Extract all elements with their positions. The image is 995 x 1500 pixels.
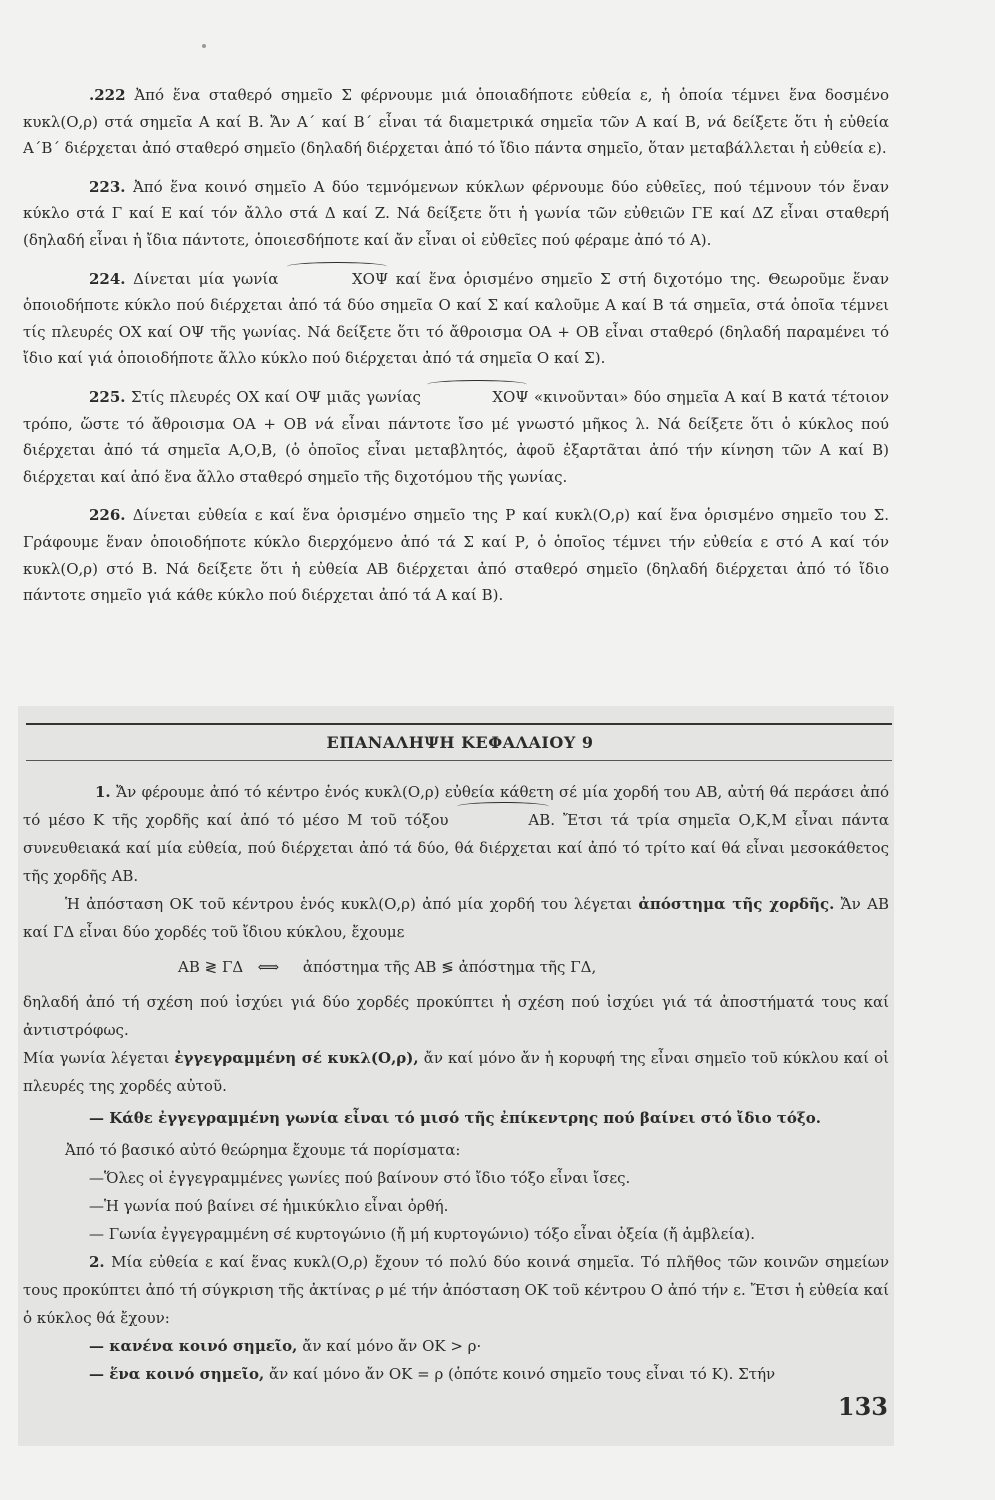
exercise-number: 224. [89,269,126,288]
formula-term: ΓΔ [222,958,244,976]
case-text: ἄν καί μόνο ἄν ΟΚ = ρ (ὁπότε κοινό σημεῖο τους εἶναι τό Κ). Στήν [268,1365,776,1383]
arc-symbol: ΑΒ [456,806,550,834]
formula-relation: ≷ [204,958,218,976]
recap-text: Ἄν φέρουμε ἀπό τό κέντρο ἑνός κυκλ(Ο,ρ) εὐθεία κάθετη σέ μία χορδή του ΑΒ, αὐτή θά περάσει ἀπό τό μέσο Κ τῆς χορδῆς καί ἀπό τό μέσο Μ τοῦ τόξου [23,783,889,829]
recap-block [23,778,889,1388]
exercise-text: Δίνεται εὐθεία ε καί ἕνα ὁρισμένο σημεῖο της Ρ καί κυκλ(Ο,ρ) καί ἕνα ὁρισμένο σημεῖο του Σ. Γράφουμε ἕναν ὁποιοδήποτε κύκλο διερχόμενο ἀπό τά Σ καί Ρ, ὁ ὁποῖος τέμνει τήν εὐθεία ε στό Α καί τόν κυκλ(Ο,ρ) στό Β. Νά δείξετε ὅτι ἡ εὐθεία ΑΒ διέρχεται ἀπό σταθερό σημεῖο (δηλαδή διέρχεται ἀπό τό ἴδιο πάντοτε σημεῖο γιά κάθε κύκλο πού διέρχεται ἀπό τά Α καί Β). [23,506,889,605]
top-rule [26,723,892,725]
recap-text: Ἄν ΑΒ καί ΓΔ εἶναι δύο χορδές τοῦ ἴδιου κύκλου, ἔχουμε [23,895,889,941]
recap-text: . Ἔτσι τά τρία σημεῖα Ο,Κ,Μ εἶναι πάντα συνευθειακά καί μία εὐθεία, πού διέρχεται ἀπό τά δύο, θά διέρχεται καί ἀπό τό τρίτο καί θά εἶναι μεσοκάθετος τῆς χορδῆς ΑΒ. [23,811,889,885]
recap-paragraph-5 [23,1248,889,1332]
title-rule [26,760,892,761]
theorem: — Κάθε ἐγγεγραμμένη γωνία εἶναι τό μισό τῆς ἐπίκεντρης πού βαίνει στό ἴδιο τόξο. [89,1109,822,1127]
definition-term: ἀπόστημα τῆς χορδῆς. [638,895,835,913]
exercise-text: «κινοῦνται» δύο σημεῖα Α καί Β κατά τέτοιον τρόπο, ὥστε τό ἄθροισμα ΟΑ + ΟΒ νά εἶναι πάντοτε ἴσο μέ γνωστό μῆκος λ. Νά δείξετε ὅτι ὁ κύκλος πού διέρχεται ἀπό τά σημεῖα Α,Ο,Β, (ὁ ὁποῖος εἶναι μεταβλητός, ἀφοῦ ἐξαρτᾶται ἀπό τήν κίνηση τῶν Α καί Β) διέρχεται καί ἀπό ἕνα ἄλλο σταθερό σημεῖο τῆς διχοτόμου τῆς γωνίας. [23,387,889,486]
recap-number: 2. [89,1253,105,1271]
page-number: 133 [837,1392,888,1421]
recap-paragraph-2 [23,890,889,946]
exercise-225 [23,384,889,490]
equivalence-arrow: ⟺ [257,958,280,976]
recap-text: Ἡ ἀπόσταση ΟΚ τοῦ κέντρου ἑνός κυκλ(Ο,ρ) ἀπό μία χορδή του λέγεται [65,895,633,913]
exercise-222 [23,82,889,162]
case-text: ἄν καί μόνο ἄν ΟΚ > ρ· [302,1337,482,1355]
chord-formula [23,952,889,982]
recap-paragraph-3: δηλαδή ἀπό τή σχέση πού ἰσχύει γιά δύο χορδές προκύπτει ἡ σχέση πού ἰσχύει γιά τά ἀποστήματά τους καί ἀντιστρόφως. [23,993,889,1039]
section-title: ΕΠΑΝΑΛΗΨΗ ΚΕΦΑΛΑΙΟΥ 9 [326,733,594,752]
exercise-226 [23,502,889,608]
exercise-text: καί ἕνα ὁρισμένο σημεῖο Σ στή διχοτόμο της. Θεωροῦμε ἕναν ὁποιοδήποτε κύκλο πού διέρχεται ἀπό τά δύο σημεῖα Ο καί Σ καί καλοῦμε Α καί Β τά σημεῖα, στά ὁποῖα τέμνει τίς πλευρές ΟΧ καί ΟΨ τῆς γωνίας. Νά δείξετε ὅτι τό ἄθροισμα ΟΑ + ΟΒ εἶναι σταθερό (δηλαδή παραμένει τό ἴδιο καί γιά ὁποιοδήποτε ἄλλο κύκλο πού διέρχεται ἀπό τά σημεῖα Ο καί Σ). [23,269,889,368]
corollary-1: —Ὅλες οἱ ἐγγεγραμμένες γωνίες πού βαίνουν στό ἴδιο τόξο εἶναι ἴσες. [89,1169,631,1187]
recap-paragraph-4 [23,1044,889,1100]
recap-text: ἄν καί μόνο ἄν ἡ κορυφή της εἶναι σημεῖο τοῦ κύκλου καί οἱ πλευρές της χορδές αὐτοῦ. [23,1049,889,1095]
definition-term: ἐγγεγραμμένη σέ κυκλ(Ο,ρ), [174,1049,419,1067]
exercise-text: Ἀπό ἕνα κοινό σημεῖο Α δύο τεμνόμενων κύκλων φέρνουμε δύο εὐθεῖες, πού τέμνουν τόν ἕναν κύκλο στά Γ καί Ε καί τόν ἄλλο στά Δ καί Ζ. Νά δείξετε ὅτι ἡ γωνία τῶν εὐθειῶν ΓΕ καί ΔΖ εἶναι σταθερή (δηλαδή εἶναι ἡ ἴδια πάντοτε, ὁποιεσδήποτε καί ἄν εἶναι οἱ εὐθεῖες πού φέραμε ἀπό τό Α). [23,177,889,249]
exercise-number: 225. [89,387,126,406]
angle-symbol: ΧΟΨ [286,266,388,293]
exercise-number: .222 [89,86,126,104]
exercise-text: Ἀπό ἕνα σταθερό σημεῖο Σ φέρνουμε μιά ὁποιαδήποτε εὐθεία ε, ἡ ὁποία τέμνει ἕνα δοσμένο κυκλ(Ο,ρ) στά σημεῖα Α καί Β. Ἄν Α΄ καί Β΄ εἶναι τά διαμετρικά σημεῖα τῶν Α καί Β, νά δείξετε ὅτι ἡ εὐθεία Α΄Β΄ διέρχεται ἀπό σταθερό σημεῖο (δηλαδή διέρχεται ἀπό τό ἴδιο πάντα σημεῖο, ὅταν μεταβάλλεται ἡ εὐθεία ε). [23,86,889,158]
formula-term: ἀπόστημα τῆς ΓΔ, [458,958,597,976]
recap-text: Μία γωνία λέγεται [23,1049,170,1067]
formula-relation: ≶ [441,958,454,976]
corollary-3: — Γωνία ἐγγεγραμμένη σέ κυρτογώνιο (ἤ μή κυρτογώνιο) τόξο εἶναι ὀξεία (ἤ ἀμβλεία). [89,1225,755,1243]
exercises-block [23,82,889,609]
recap-text: Μία εὐθεία ε καί ἕνας κυκλ(Ο,ρ) ἔχουν τό πολύ δύο κοινά σημεῖα. Τό πλῆθος τῶν κοινῶν σημείων τους προκύπτει ἀπό τή σύγκριση τῆς ἀκτίνας ρ μέ τήν ἀπόσταση ΟΚ τοῦ κέντρου Ο ἀπό τήν ε. Ἔτσι ἡ εὐθεία καί ὁ κύκλος θά ἔχουν: [23,1253,889,1327]
exercise-224 [23,266,889,372]
case-no-common-point [23,1332,889,1360]
exercise-text: Δίνεται μία γωνία [133,269,279,288]
case-label: — ἕνα κοινό σημεῖο, [89,1365,265,1383]
exercise-number: 226. [89,506,126,525]
corollary-2: —Ἡ γωνία πού βαίνει σέ ἡμικύκλιο εἶναι ὀρθή. [89,1197,449,1215]
angle-symbol: ΧΟΨ [426,384,528,411]
corollaries-intro: Ἀπό τό βασικό αὐτό θεώρημα ἔχουμε τά πορίσματα: [65,1141,461,1159]
exercise-223 [23,174,889,254]
exercise-text: Στίς πλευρές ΟΧ καί ΟΨ μιᾶς γωνίας [131,387,421,406]
exercise-number: 223. [89,177,126,196]
recap-paragraph-1 [23,778,889,890]
formula-term: ΑΒ [178,958,200,976]
speck [202,44,206,48]
case-one-common-point [23,1360,889,1388]
case-label: — κανένα κοινό σημεῖο, [89,1337,298,1355]
recap-number: 1. [95,783,111,801]
formula-term: ἀπόστημα τῆς ΑΒ [302,958,437,976]
